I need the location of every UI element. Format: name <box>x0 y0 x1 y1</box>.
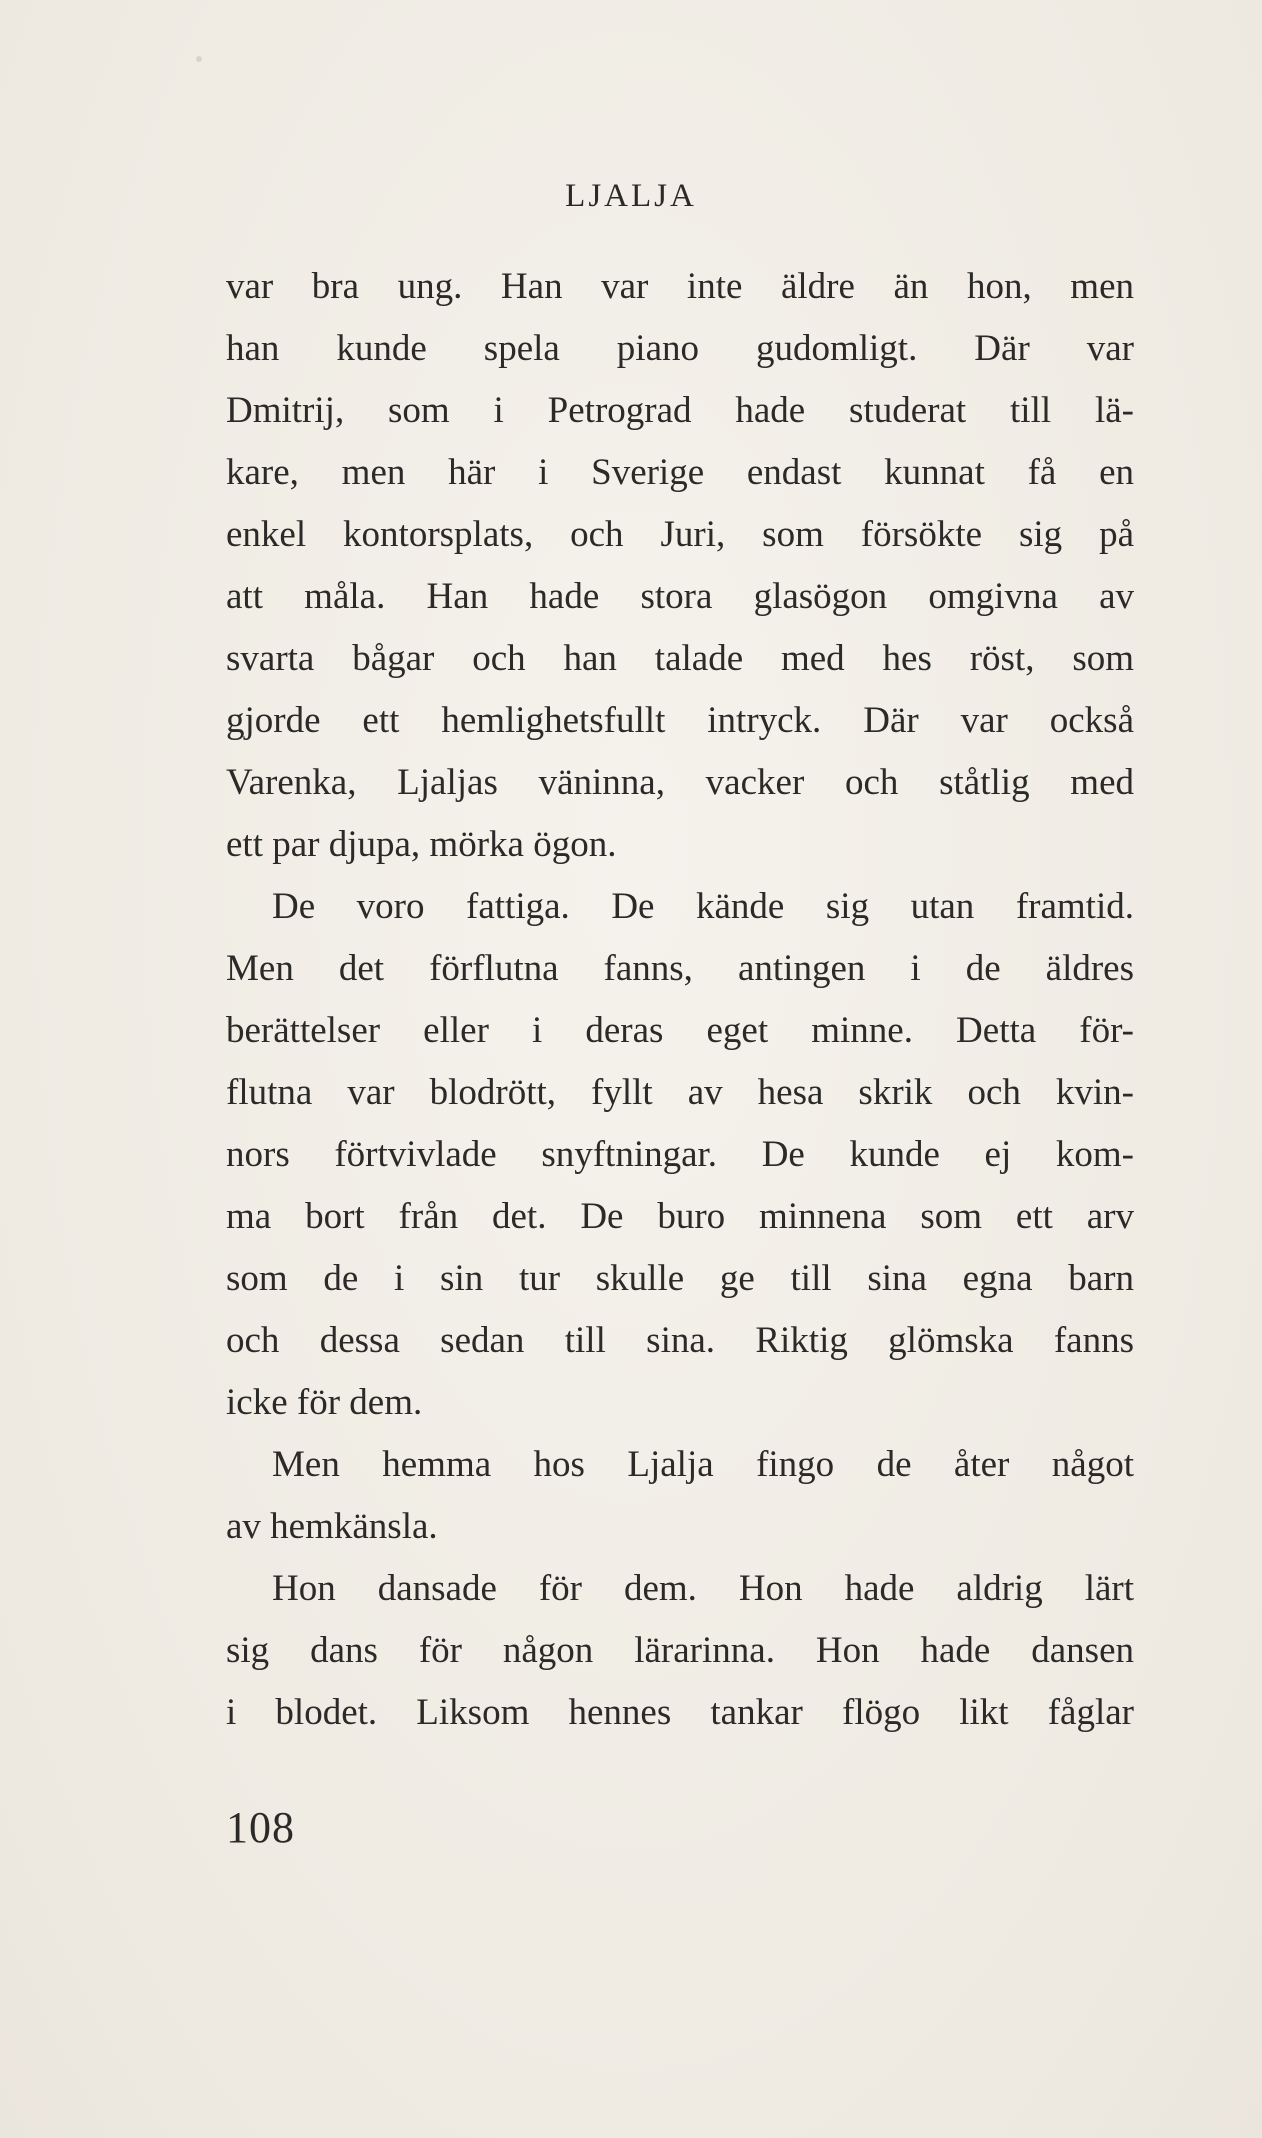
text-line: Dmitrij, som i Petrograd hade studerat till lä- <box>226 390 1134 431</box>
text-line: ett par djupa, mörka ögon. <box>226 824 617 865</box>
text-line: som de i sin tur skulle ge till sina egna barn <box>226 1258 1134 1299</box>
text-line: i blodet. Liksom hennes tankar flögo likt fåglar <box>226 1692 1134 1733</box>
text-line: att måla. Han hade stora glasögon omgivna av <box>226 576 1134 617</box>
page-number: 108 <box>226 1803 295 1852</box>
text-line: han kunde spela piano gudomligt. Där var <box>226 328 1134 369</box>
text-line: icke för dem. <box>226 1382 423 1423</box>
running-head: LJALJA <box>565 178 697 214</box>
text-line: berättelser eller i deras eget minne. Detta för- <box>226 1010 1134 1051</box>
text-line: kare, men här i Sverige endast kunnat få en <box>226 452 1134 493</box>
text-line: och dessa sedan till sina. Riktig glömska fanns <box>226 1320 1134 1361</box>
text-line: av hemkänsla. <box>226 1506 438 1547</box>
text-line: ma bort från det. De buro minnena som ett arv <box>226 1196 1134 1237</box>
text-line: var bra ung. Han var inte äldre än hon, men <box>226 266 1134 307</box>
text-line: Hon dansade för dem. Hon hade aldrig lärt <box>272 1568 1134 1609</box>
paper-speck <box>196 56 202 62</box>
text-line: enkel kontorsplats, och Juri, som försökte sig på <box>226 514 1134 555</box>
text-line: De voro fattiga. De kände sig utan framtid. <box>272 886 1134 927</box>
text-line: flutna var blodrött, fyllt av hesa skrik och kvin- <box>226 1072 1134 1113</box>
text-line: gjorde ett hemlighetsfullt intryck. Där var också <box>226 700 1134 741</box>
text-line: nors förtvivlade snyftningar. De kunde ej kom- <box>226 1134 1134 1175</box>
text-line: Men hemma hos Ljalja fingo de åter något <box>272 1444 1134 1485</box>
body-text <box>226 256 1134 1744</box>
text-line: Varenka, Ljaljas väninna, vacker och ståtlig med <box>226 762 1134 803</box>
text-line: svarta bågar och han talade med hes röst, som <box>226 638 1134 679</box>
text-line: Men det förflutna fanns, antingen i de äldres <box>226 948 1134 989</box>
text-line: sig dans för någon lärarinna. Hon hade dansen <box>226 1630 1134 1671</box>
